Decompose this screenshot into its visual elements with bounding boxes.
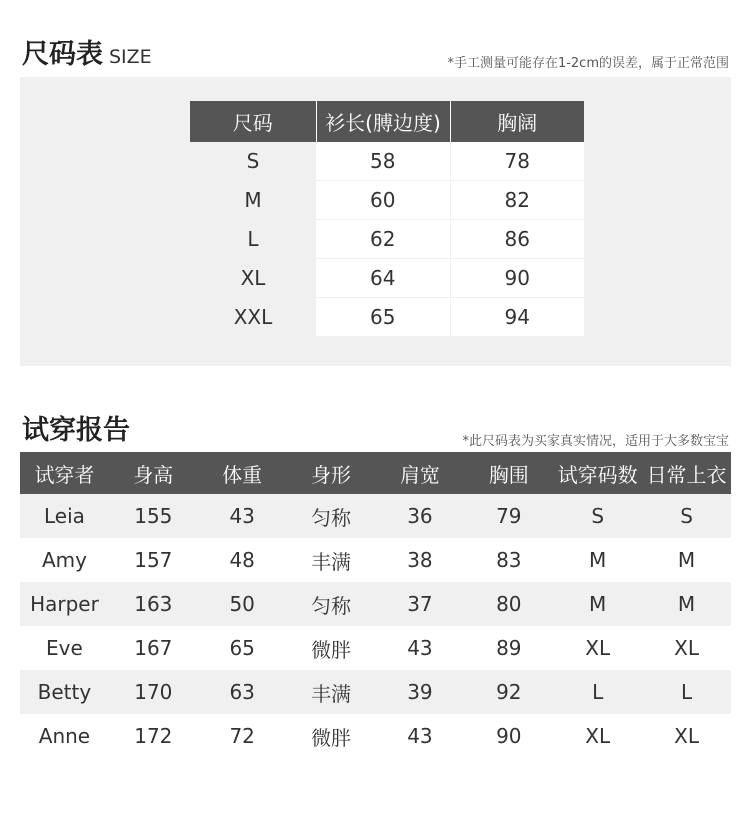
table-row — [20, 626, 731, 670]
tried-size-cell: L — [553, 670, 642, 714]
chest-cell: 82 — [450, 181, 584, 220]
weight-header-cell: 体重 — [198, 452, 287, 494]
table-row — [190, 259, 584, 298]
weight-cell: 63 — [198, 670, 287, 714]
size-chart-header-row — [190, 101, 584, 142]
size-cell: L — [190, 220, 316, 259]
body-type-cell: 丰满 — [287, 538, 376, 582]
tried-size-cell: S — [553, 494, 642, 538]
size-cell: XXL — [190, 298, 316, 337]
body-type-cell: 微胖 — [287, 714, 376, 758]
size-header-cell: 尺码 — [190, 101, 316, 142]
table-row — [190, 298, 584, 337]
table-row — [20, 714, 731, 758]
chest-header-cell: 胸围 — [464, 452, 553, 494]
chest-cell: 86 — [450, 220, 584, 259]
tester-cell: Harper — [20, 582, 109, 626]
chest-cell: 83 — [464, 538, 553, 582]
tester-cell: Leia — [20, 494, 109, 538]
shoulder-cell: 36 — [376, 494, 465, 538]
daily-size-cell: XL — [642, 714, 731, 758]
size-chart-table — [190, 101, 584, 337]
table-row — [20, 582, 731, 626]
body-type-cell: 丰满 — [287, 670, 376, 714]
size-cell: M — [190, 181, 316, 220]
tester-cell: Betty — [20, 670, 109, 714]
weight-cell: 50 — [198, 582, 287, 626]
chest-cell: 80 — [464, 582, 553, 626]
chest-cell: 94 — [450, 298, 584, 337]
tried-size-cell: M — [553, 582, 642, 626]
tried-size-cell: XL — [553, 626, 642, 670]
body-type-cell: 匀称 — [287, 582, 376, 626]
shoulder-cell: 37 — [376, 582, 465, 626]
try-on-report-title: 试穿报告 — [22, 415, 130, 446]
height-cell: 163 — [109, 582, 198, 626]
chest-cell: 90 — [464, 714, 553, 758]
length-header-cell: 衫长(膊边度) — [316, 101, 450, 142]
size-chart-title-en: SIZE — [109, 46, 152, 68]
height-cell: 170 — [109, 670, 198, 714]
body-type-header-cell: 身形 — [287, 452, 376, 494]
daily-size-cell: XL — [642, 626, 731, 670]
table-row — [20, 670, 731, 714]
size-chart-note: *手工测量可能存在1-2cm的误差，属于正常范围 — [447, 56, 729, 71]
tried-size-cell: M — [553, 538, 642, 582]
weight-cell: 72 — [198, 714, 287, 758]
daily-size-cell: S — [642, 494, 731, 538]
height-cell: 172 — [109, 714, 198, 758]
body-type-cell: 匀称 — [287, 494, 376, 538]
body-type-cell: 微胖 — [287, 626, 376, 670]
chest-cell: 90 — [450, 259, 584, 298]
try-on-header-row — [20, 452, 731, 494]
chest-cell: 79 — [464, 494, 553, 538]
table-row — [190, 142, 584, 181]
tester-header-cell: 试穿者 — [20, 452, 109, 494]
weight-cell: 43 — [198, 494, 287, 538]
height-cell: 167 — [109, 626, 198, 670]
chest-cell: 78 — [450, 142, 584, 181]
tester-cell: Anne — [20, 714, 109, 758]
weight-cell: 48 — [198, 538, 287, 582]
daily-size-cell: M — [642, 538, 731, 582]
length-cell: 60 — [316, 181, 450, 220]
shoulder-cell: 39 — [376, 670, 465, 714]
tester-cell: Amy — [20, 538, 109, 582]
height-cell: 157 — [109, 538, 198, 582]
chest-cell: 89 — [464, 626, 553, 670]
shoulder-cell: 43 — [376, 626, 465, 670]
size-cell: XL — [190, 259, 316, 298]
daily-size-cell: M — [642, 582, 731, 626]
size-chart-title — [22, 32, 152, 70]
size-chart-panel — [20, 77, 731, 366]
daily-size-cell: L — [642, 670, 731, 714]
height-header-cell: 身高 — [109, 452, 198, 494]
try-on-note: *此尺码表为买家真实情况，适用于大多数宝宝 — [462, 434, 729, 449]
length-cell: 65 — [316, 298, 450, 337]
weight-cell: 65 — [198, 626, 287, 670]
table-row — [190, 181, 584, 220]
tried-size-header-cell: 试穿码数 — [553, 452, 642, 494]
shoulder-header-cell: 肩宽 — [376, 452, 465, 494]
length-cell: 62 — [316, 220, 450, 259]
table-row — [20, 494, 731, 538]
shoulder-cell: 38 — [376, 538, 465, 582]
length-cell: 64 — [316, 259, 450, 298]
shoulder-cell: 43 — [376, 714, 465, 758]
try-on-table — [20, 452, 731, 758]
chest-header-cell: 胸阔 — [450, 101, 584, 142]
length-cell: 58 — [316, 142, 450, 181]
height-cell: 155 — [109, 494, 198, 538]
chest-cell: 92 — [464, 670, 553, 714]
daily-size-header-cell: 日常上衣 — [642, 452, 731, 494]
size-chart-title-cn: 尺码表 — [22, 39, 103, 70]
tried-size-cell: XL — [553, 714, 642, 758]
table-row — [20, 538, 731, 582]
table-row — [190, 220, 584, 259]
tester-cell: Eve — [20, 626, 109, 670]
size-cell: S — [190, 142, 316, 181]
